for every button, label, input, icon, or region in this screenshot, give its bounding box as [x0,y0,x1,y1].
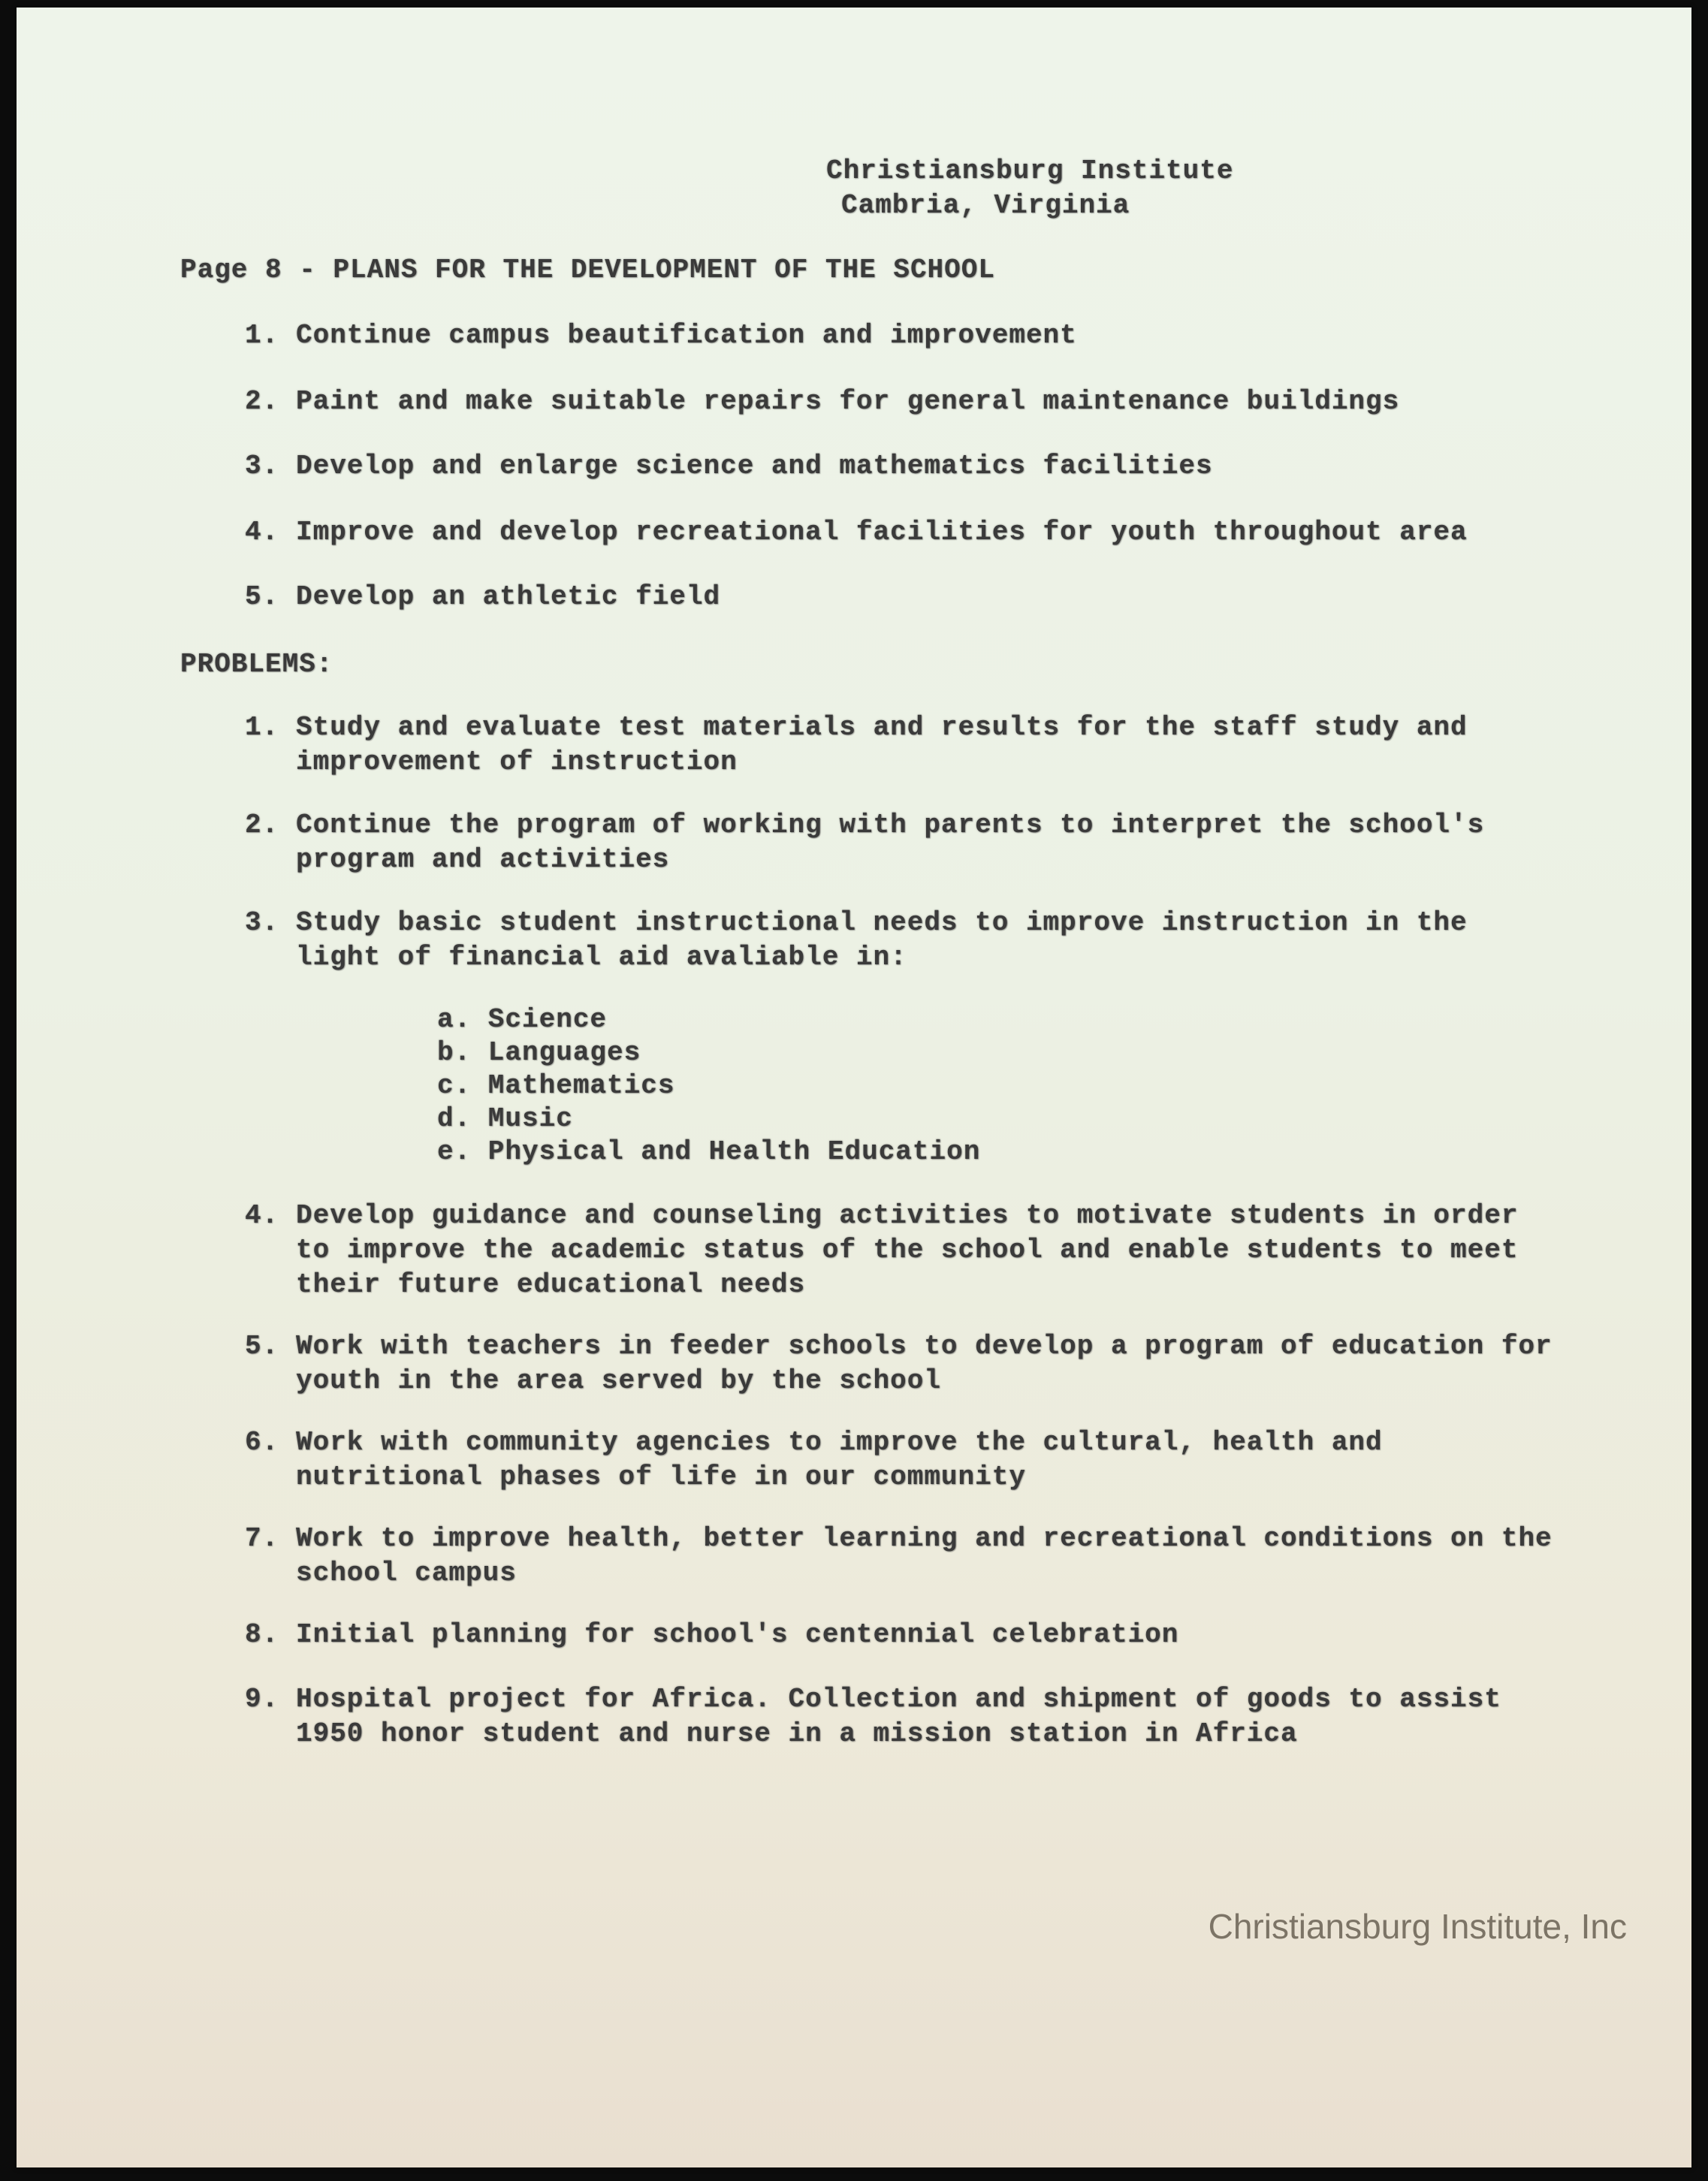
problem-line: youth in the area served by the school [296,1365,941,1396]
plan-item [245,580,720,614]
plan-item [245,318,1077,353]
plan-text: Continue campus beautification and improvement [296,320,1077,351]
plan-number: 4. [245,517,279,548]
institution-location: Cambria, Virginia [841,190,1130,221]
watermark-text: Christiansburg Institute, Inc [1208,1907,1627,1946]
problem-line: school campus [296,1558,517,1588]
plan-text: Develop and enlarge science and mathematics facilities [296,451,1213,481]
problem-item [245,808,1484,877]
problem-number: 9. [245,1684,279,1715]
problem-number: 1. [245,712,279,743]
problem-item [245,1425,1383,1495]
institution-name: Christiansburg Institute [826,155,1234,186]
problem-number: 7. [245,1523,279,1554]
subject-item: b. Languages [437,1037,641,1068]
problem-item [245,1329,1553,1398]
problem-line: Work to improve health, better learning and recreational conditions on the [296,1523,1553,1554]
problem-number: 6. [245,1427,279,1458]
problem-item [245,1522,1553,1591]
problem-item [245,710,1468,780]
plan-number: 5. [245,581,279,612]
problem-line: light of financial aid avaliable in: [296,942,907,973]
subject-item: e. Physical and Health Education [437,1136,981,1167]
problem-line: to improve the academic status of the school and enable students to meet [296,1235,1519,1265]
problem-line: Hospital project for Africa. Collection and shipment of goods to assist [296,1684,1501,1715]
problem-number: 8. [245,1619,279,1650]
problem-number: 2. [245,810,279,840]
plan-number: 1. [245,320,279,351]
problem-line: nutritional phases of life in our community [296,1462,1026,1492]
problem-line: Work with teachers in feeder schools to develop a program of education for [296,1331,1553,1362]
problem-number: 4. [245,1200,279,1231]
problem-item [245,1682,1501,1751]
subject-item: a. Science [437,1004,608,1035]
problem-item [245,906,1468,975]
problem-line: their future educational needs [296,1269,806,1300]
plan-text: Paint and make suitable repairs for general maintenance buildings [296,386,1400,417]
problem-item [245,1199,1518,1302]
plan-text: Improve and develop recreational facilities for youth throughout area [296,517,1468,548]
problem-line: Initial planning for school's centennial celebration [296,1619,1179,1650]
problem-line: 1950 honor student and nurse in a mission station in Africa [296,1718,1298,1749]
problem-line: Continue the program of working with parents to interpret the school's [296,810,1485,840]
plan-number: 3. [245,451,279,481]
problem-number: 3. [245,907,279,938]
problem-line: Study basic student instructional needs to improve instruction in the [296,907,1468,938]
problem-line: Work with community agencies to improve the cultural, health and [296,1427,1383,1458]
problem-line: improvement of instruction [296,747,738,777]
plan-item [245,515,1468,550]
problem-line: program and activities [296,844,670,875]
plan-item [245,385,1399,419]
plan-number: 2. [245,386,279,417]
problem-line: Develop guidance and counseling activities to motivate students in order [296,1200,1519,1231]
plan-item [245,449,1213,484]
subject-item: d. Music [437,1103,573,1134]
problem-line: Study and evaluate test materials and results for the staff study and [296,712,1468,743]
problems-heading: PROBLEMS: [180,649,333,680]
section-title: Page 8 - PLANS FOR THE DEVELOPMENT OF THE SCHOOL [180,255,995,285]
plan-text: Develop an athletic field [296,581,721,612]
subject-item: c. Mathematics [437,1070,675,1101]
problem-item [245,1618,1178,1652]
problem-number: 5. [245,1331,279,1362]
